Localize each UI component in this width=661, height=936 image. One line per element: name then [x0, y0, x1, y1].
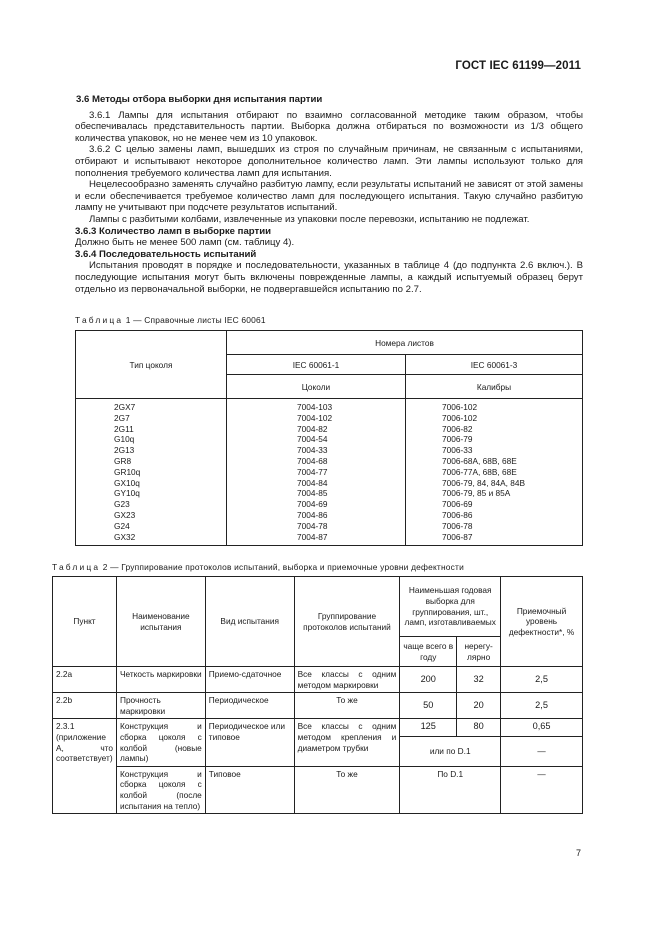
t2-cell-name: Четкость маркировки	[116, 667, 205, 693]
list-item: 7004-78	[297, 520, 328, 531]
t2-cell-group: Все классы с одним методом крепления и диаметром трубки	[294, 719, 400, 766]
t2-cell-annual: 200	[400, 667, 457, 693]
list-item: 7004-103	[297, 402, 333, 412]
list-item: G23	[114, 499, 130, 510]
list-item: GR8	[114, 455, 132, 466]
table-row	[53, 719, 583, 737]
section-text	[75, 94, 583, 295]
paragraph-3-6-1: 3.6.1 Лампы для испытания отбирают по взаимно согласованной методике таким образом, чтобы обеспечивалась представительность партии. Выборка должна отбираться по возможности из 1/3 общего количества упаковок, но не менее чем из 10 упаковок.	[75, 109, 583, 144]
t2-header-item: Пункт	[53, 577, 117, 667]
list-item: 2G11	[114, 423, 134, 434]
list-item: 2G7	[114, 412, 130, 423]
list-item: GX23	[114, 509, 136, 520]
t2-cell-group: Все классы с одним методом маркировки	[294, 667, 400, 693]
list-item: 7006-79, 85 и 85A	[442, 488, 511, 499]
list-item: 7006-86	[442, 509, 473, 520]
page-number: 7	[575, 848, 581, 858]
table2-test-grouping	[52, 576, 583, 814]
list-item: 7006-82	[442, 423, 473, 434]
t2-cell-item: 2.2b	[53, 693, 117, 719]
document-id: ГОСТ IEC 61199—2011	[455, 60, 581, 72]
table-row	[53, 766, 583, 813]
table1-caption	[75, 315, 266, 325]
subsection-3-6-3-title: 3.6.3 Количество ламп в выборке партии	[75, 225, 272, 237]
paragraph-3-6-2-b: Нецелесообразно заменять случайно разбитую лампу, если результаты испытаний не зависят от этой замены и если обеспечивается требуемое количество ламп для последующего испытания. Такую случайно разбитую лампу не учитывают при подсчете результатов испытаний.	[75, 179, 583, 214]
list-item: 7004-84	[297, 477, 328, 488]
t1-header-iec3: IEC 60061-3	[406, 355, 583, 375]
list-item: G10q	[114, 434, 135, 445]
list-item: GR10q	[114, 466, 141, 477]
paragraph-3-6-2: 3.6.2 С целью замены ламп, вышедших из строя по случайным причинам, не связанным с испытаниями, отбирают и испытывают некоторое дополнительное количество ламп. Эти лампы используют только для пополнения требуемого количества ламп для испытания.	[75, 144, 583, 179]
list-item: 7004-85	[297, 488, 328, 499]
list-item: 2GX7	[114, 402, 136, 412]
t1-header-caps: Цоколи	[227, 375, 406, 399]
list-item: 7004-86	[297, 509, 328, 520]
t2-cell-sample-alt: или по D.1	[400, 736, 501, 766]
list-item: 7004-69	[297, 499, 328, 510]
t1-header-gauges: Калибры	[406, 375, 583, 399]
t2-cell-item: 2.2a	[53, 667, 117, 693]
list-item: 7006-79	[442, 434, 473, 445]
t2-cell-item: 2.3.1 (приложение А, что соответствует)	[53, 719, 117, 814]
list-item: 7004-33	[297, 445, 328, 456]
table1-reference-sheets	[75, 330, 583, 546]
list-item: 7004-87	[297, 531, 328, 542]
list-item: 7004-82	[297, 423, 328, 434]
paragraph-3-6-2-c: Лампы с разбитыми колбами, извлеченные из упаковки после перевозки, испытанию не подлежат.	[89, 213, 530, 225]
table2-caption	[52, 562, 464, 572]
list-item: 7004-54	[297, 434, 328, 445]
t2-header-irregular: нерегу-лярно	[457, 637, 501, 667]
table-row	[53, 693, 583, 719]
list-item: GX32	[114, 531, 136, 542]
t2-header-group: Группирование протоколов испытаний	[294, 577, 400, 667]
t2-cell-name: Прочность маркировки	[116, 693, 205, 719]
t1-header-sheets: Номера листов	[227, 331, 583, 355]
table1-caption-text: 1 — Справочные листы IEC 60061	[123, 315, 266, 325]
t2-cell-aql: 0,65	[501, 719, 583, 737]
t2-header-annual: чаще всего в году	[400, 637, 457, 667]
list-item: 7004-77	[297, 466, 328, 477]
table2-caption-text: 2 — Группирование протоколов испытаний, выборка и приемочные уровни дефектности	[100, 562, 464, 572]
t2-cell-irregular: 80	[457, 719, 501, 737]
list-item: GY10q	[114, 488, 140, 499]
t2-cell-aql: 2,5	[501, 693, 583, 719]
t1-header-iec1: IEC 60061-1	[227, 355, 406, 375]
t1-col-gauges	[406, 399, 583, 546]
t1-header-base: Тип цоколя	[76, 331, 227, 399]
list-item: 7006-33	[442, 445, 473, 456]
table-row	[53, 667, 583, 693]
t2-header-sample: Наименьшая годовая выборка для группирования, шт., ламп, изготавливаемых	[400, 577, 501, 637]
t2-cell-aql: 2,5	[501, 667, 583, 693]
t1-col-base	[76, 399, 227, 546]
t2-header-aql: Приемочный уровень дефектности*, %	[501, 577, 583, 667]
t2-cell-annual: 50	[400, 693, 457, 719]
subsection-3-6-4-title: 3.6.4 Последовательность испытаний	[75, 248, 257, 260]
list-item: 7006-69	[442, 499, 473, 510]
t2-header-kind: Вид испытания	[205, 577, 294, 667]
list-item: 7004-68	[297, 455, 328, 466]
t2-cell-aql-alt: —	[501, 736, 583, 766]
list-item: 7006-77A, 68B, 68E	[442, 466, 517, 477]
t2-cell-group: То же	[294, 766, 400, 813]
t1-col-caps	[227, 399, 406, 546]
list-item: 7006-78	[442, 520, 473, 531]
list-item: 7004-102	[297, 412, 333, 423]
list-item: 7006-68A, 68B, 68E	[442, 455, 517, 466]
t2-cell-sample: По D.1	[400, 766, 501, 813]
table2-caption-word: Таблица	[52, 562, 101, 572]
t2-cell-irregular: 32	[457, 667, 501, 693]
list-item: 2G13	[114, 445, 135, 456]
list-item: 7006-102	[442, 412, 478, 423]
t2-cell-annual: 125	[400, 719, 457, 737]
list-item: 7006-79, 84, 84A, 84B	[442, 477, 526, 488]
t2-cell-name: Конструкция и сборка цоколя с колбой (после испытания на тепло)	[116, 766, 205, 813]
t2-cell-kind: Периодическое	[205, 693, 294, 719]
section-title: 3.6 Методы отбора выборки дня испытания партии	[76, 94, 323, 105]
table1-caption-word: Таблица	[75, 315, 124, 325]
t2-cell-name: Конструкция и сборка цоколя с колбой (новые лампы)	[116, 719, 205, 766]
list-item: 7006-87	[442, 531, 473, 542]
t2-cell-kind: Приемо-сдаточное	[205, 667, 294, 693]
t2-cell-kind: Периодическое или типовое	[205, 719, 294, 766]
list-item: G24	[114, 520, 130, 531]
paragraph-3-6-3: Должно быть не менее 500 ламп (см. таблицу 4).	[75, 237, 295, 249]
t2-cell-irregular: 20	[457, 693, 501, 719]
paragraph-3-6-4: Испытания проводят в порядке и последовательности, указанных в таблице 4 (до подпункта 2.6 включ.). В последующие испытания могут быть включены поврежденные лампы, а каждый испытуемый образец берут отдельно из первоначальной выборки, не подвергавшейся испытанию по 2.7.	[75, 260, 583, 295]
list-item: 7006-102	[442, 402, 478, 412]
t2-cell-aql: —	[501, 766, 583, 813]
t2-cell-kind: Типовое	[205, 766, 294, 813]
t2-header-name: Наименование испытания	[116, 577, 205, 667]
list-item: GX10q	[114, 477, 140, 488]
t2-cell-group: То же	[294, 693, 400, 719]
